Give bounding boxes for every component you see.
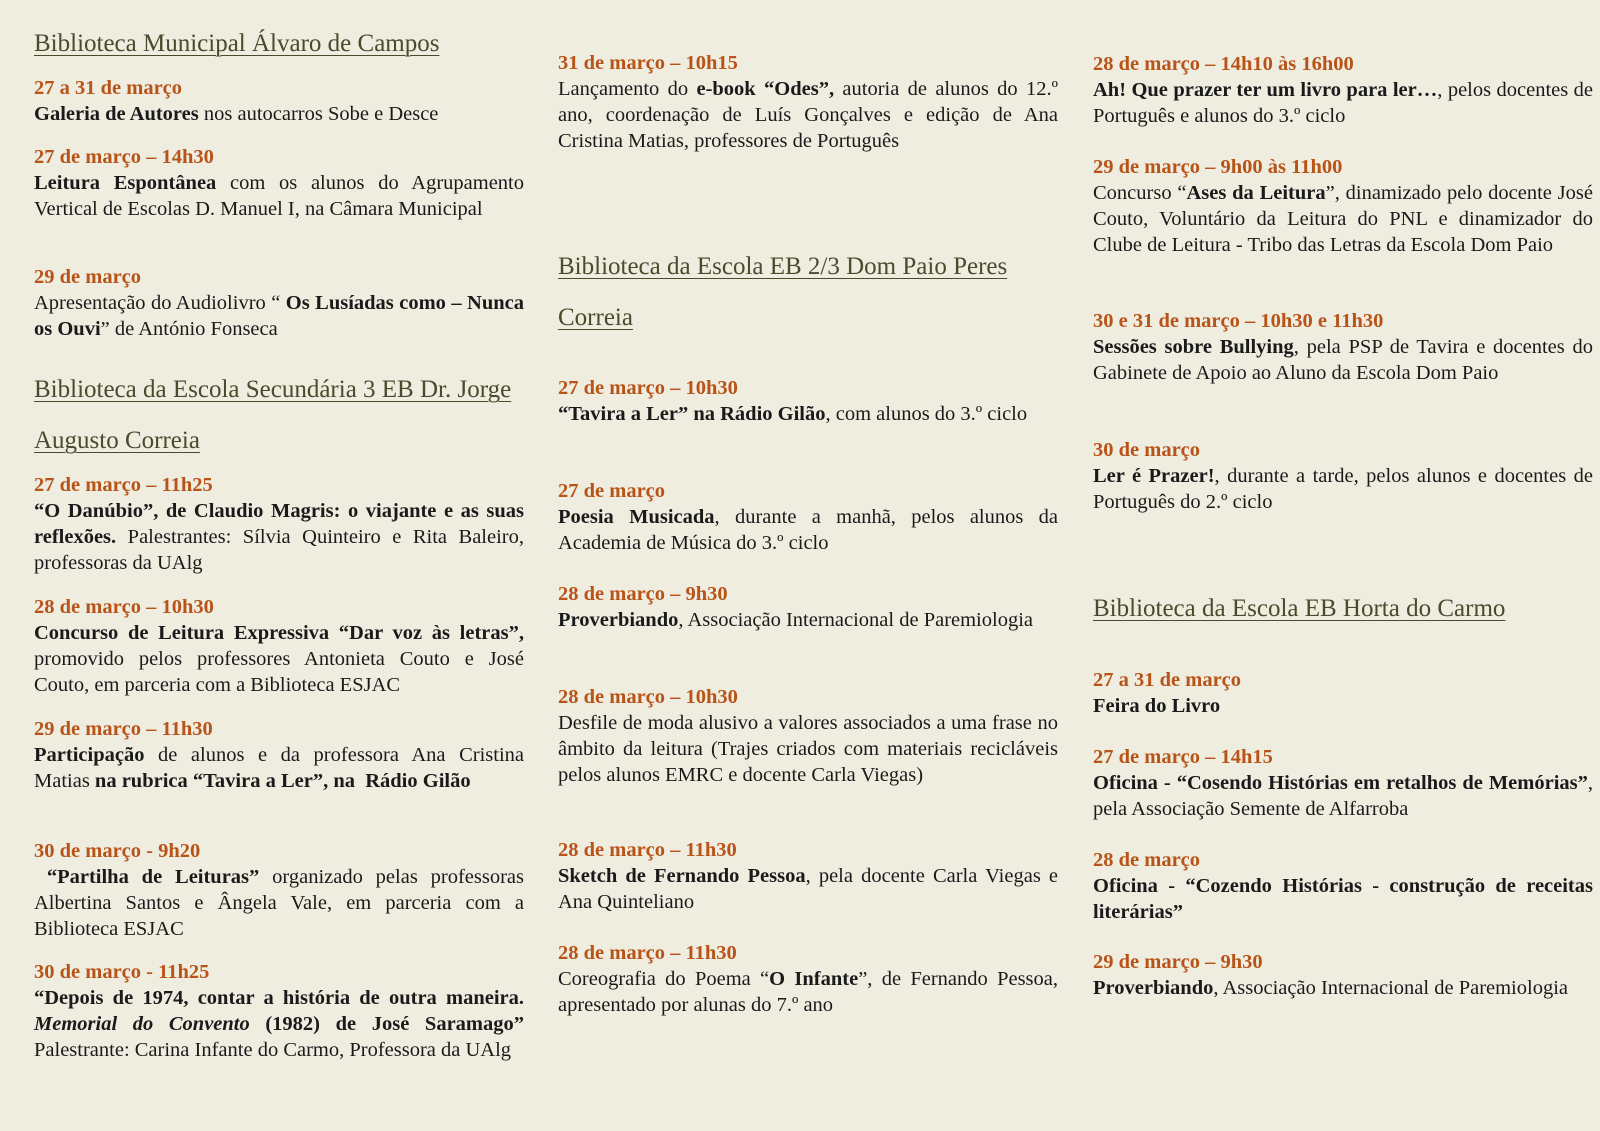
event-date: 29 de março – 9h00 às 11h00	[1093, 156, 1343, 178]
event-description: Oficina - “Cosendo Histórias em retalhos de Memórias”, pela Associação Semente de Alfarroba	[1093, 772, 1593, 820]
event-date: 27 de março – 11h25	[34, 474, 213, 496]
event-date: 31 de março – 10h15	[558, 52, 738, 74]
event-item	[1093, 155, 1593, 258]
event-item	[34, 960, 524, 1063]
event-description: Oficina - “Cozendo Histórias - construção de receitas literárias”	[1093, 875, 1593, 923]
event-item	[34, 839, 524, 942]
event-date: 28 de março	[1093, 849, 1201, 871]
event-date: 27 de março – 14h30	[34, 146, 214, 168]
event-date: 27 a 31 de março	[1093, 669, 1242, 691]
event-item	[558, 376, 1058, 427]
event-date: 28 de março – 9h30	[558, 583, 728, 605]
event-date: 29 de março	[34, 266, 142, 288]
event-description: Concurso “Ases da Leitura”, dinamizado pelo docente José Couto, Voluntário da Leitura do PNL e dinamizador do Clube de Leitura - Tribo das Letras da Escola Dom Paio	[1093, 182, 1593, 256]
event-description: Proverbiando, Associação Internacional de Paremiologia	[1093, 977, 1568, 999]
event-item	[34, 595, 524, 698]
event-description: “Partilha de Leituras” organizado pelas professoras Albertina Santos e Ângela Vale, em parceria com a Biblioteca ESJAC	[34, 866, 525, 940]
event-date: 30 e 31 de março – 10h30 e 11h30	[1093, 310, 1384, 332]
event-date: 30 de março	[1093, 439, 1201, 461]
event-item	[34, 145, 524, 222]
event-item	[1093, 745, 1593, 822]
event-item	[558, 838, 1058, 915]
event-description: Ler é Prazer!, durante a tarde, pelos alunos e docentes de Português do 2.º ciclo	[1093, 465, 1593, 513]
event-date: 28 de março – 14h10 às 16h00	[1093, 53, 1354, 75]
event-item	[1093, 438, 1593, 515]
event-description: Coreografia do Poema “O Infante”, de Fernando Pessoa, apresentado por alunas do 7.º ano	[558, 968, 1059, 1016]
event-description: Concurso de Leitura Expressiva “Dar voz às letras”, promovido pelos professores Antonieta Couto e José Couto, em parceria com a Biblioteca ESJAC	[34, 622, 524, 696]
event-date: 27 a 31 de março	[34, 77, 183, 99]
event-date: 30 de março - 11h25	[34, 961, 210, 983]
event-description: Sessões sobre Bullying, pela PSP de Tavira e docentes do Gabinete de Apoio ao Aluno da Escola Dom Paio	[1093, 336, 1593, 384]
event-item	[34, 265, 524, 342]
event-date: 28 de março – 11h30	[558, 942, 737, 964]
event-description: “Depois de 1974, contar a história de outra maneira. Memorial do Convento (1982) de José Saramago” Palestrante: Carina Infante do Carmo, Professora da UAlg	[34, 987, 524, 1061]
event-description: Proverbiando, Associação Internacional de Paremiologia	[558, 609, 1033, 631]
section-heading: Biblioteca da Escola Secundária 3 EB Dr. Jorge Augusto Correia	[34, 376, 512, 454]
event-date: 28 de março – 10h30	[34, 596, 214, 618]
event-date: 28 de março – 11h30	[558, 839, 737, 861]
event-description: “Tavira a Ler” na Rádio Gilão, com alunos do 3.º ciclo	[558, 403, 1028, 425]
section-heading: Biblioteca Municipal Álvaro de Campos	[34, 30, 440, 57]
event-item	[558, 582, 1058, 633]
event-date: 27 de março – 10h30	[558, 377, 738, 399]
event-description: Leitura Espontânea com os alunos do Agrupamento Vertical de Escolas D. Manuel I, na Câmara Municipal	[34, 172, 524, 220]
event-item	[1093, 309, 1593, 386]
event-item	[558, 479, 1058, 556]
event-item	[34, 717, 524, 794]
event-description: Lançamento do e-book “Odes”, autoria de alunos do 12.º ano, coordenação de Luís Gonçalves e edição de Ana Cristina Matias, professores de Português	[558, 78, 1058, 152]
event-item	[558, 941, 1058, 1018]
event-item	[558, 51, 1058, 154]
event-item	[558, 685, 1058, 788]
event-description: Sketch de Fernando Pessoa, pela docente Carla Viegas e Ana Quinteliano	[558, 865, 1059, 913]
event-item	[1093, 668, 1593, 719]
event-item	[34, 473, 524, 576]
event-description: Galeria de Autores nos autocarros Sobe e Desce	[34, 103, 439, 125]
event-description: “O Danúbio”, de Claudio Magris: o viajante e as suas reflexões. Palestrantes: Sílvia Quinteiro e Rita Baleiro, professoras da UAlg	[34, 500, 524, 574]
event-date: 29 de março – 11h30	[34, 718, 213, 740]
event-item	[34, 76, 524, 127]
event-item	[1093, 52, 1593, 129]
event-date: 29 de março – 9h30	[1093, 951, 1263, 973]
event-date: 27 de março	[558, 480, 666, 502]
event-item	[1093, 950, 1593, 1001]
event-date: 30 de março - 9h20	[34, 840, 201, 862]
section-heading: Biblioteca da Escola EB Horta do Carmo	[1093, 595, 1506, 622]
event-description: Desfile de moda alusivo a valores associados a uma frase no âmbito da leitura (Trajes criados com materiais recicláveis pelos alunos EMRC e docente Carla Viegas)	[558, 712, 1058, 786]
event-item	[1093, 848, 1593, 925]
event-description: Feira do Livro	[1093, 695, 1221, 717]
event-date: 27 de março – 14h15	[1093, 746, 1273, 768]
section-heading: Biblioteca da Escola EB 2/3 Dom Paio Peres Correia	[558, 253, 1008, 331]
event-description: Ah! Que prazer ter um livro para ler…, pelos docentes de Português e alunos do 3.º ciclo	[1093, 79, 1593, 127]
event-description: Participação de alunos e da professora Ana Cristina Matias na rubrica “Tavira a Ler”, na Rádio Gilão	[34, 744, 524, 792]
event-description: Poesia Musicada, durante a manhã, pelos alunos da Academia de Música do 3.º ciclo	[558, 506, 1058, 554]
event-date: 28 de março – 10h30	[558, 686, 738, 708]
event-description: Apresentação do Audiolivro “ Os Lusíadas como – Nunca os Ouvi” de António Fonseca	[34, 292, 525, 340]
